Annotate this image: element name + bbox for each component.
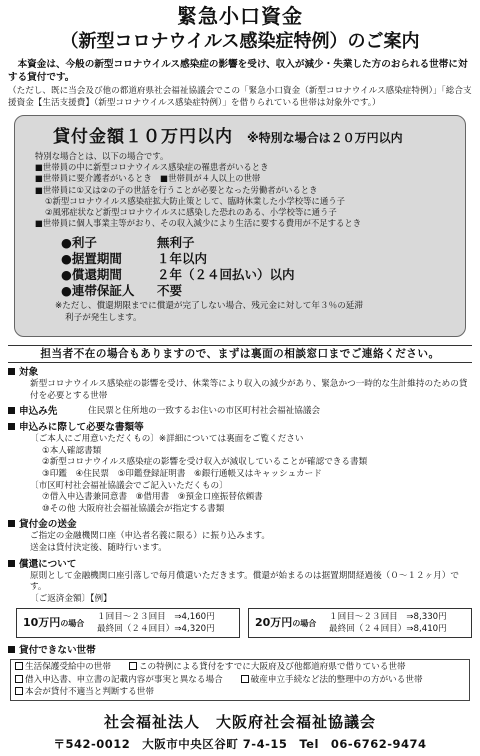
late-interest-note-line: ※ただし、償還期限までに償還が完了しない場合、残元金に対して年３％の延滞 <box>55 301 363 312</box>
section-title-text: 申込みに際して必要な書類等 <box>19 422 144 434</box>
special-heading: 特別な場合とは、以下の場合です。 <box>35 151 169 161</box>
target-text: 新型コロナウイルス感染症の影響を受け、休業等により収入の減少があり、緊急かつ一時的な生計維持のための貸付を必要とする世帯 <box>30 379 468 401</box>
cannot-item <box>15 674 223 687</box>
cannot-item-text: 借入申込書、申立書の記載内容が事実と異なる場合 <box>25 674 223 685</box>
section-title <box>8 644 472 657</box>
cannot-row <box>15 674 465 687</box>
square-bullet-icon <box>8 560 15 567</box>
special-item: ①新型コロナウイルス感染症拡大防止策として、臨時休業した小学校等に通う子 <box>45 195 345 206</box>
term-row <box>61 235 455 251</box>
section-title <box>8 405 472 418</box>
special-item: ■世帯員に要介護者がいるとき ■世帯員が４人以上の世帯 <box>35 173 261 184</box>
section-apply <box>8 405 472 418</box>
checkbox-icon <box>129 662 137 670</box>
section-remit <box>8 518 472 554</box>
cannot-item-text: この特例による貸付をすでに大阪府及び他都道府県で借りている世帯 <box>138 662 406 673</box>
intro-text: 本資金は、今般の新型コロナウイルス感染症の影響を受け、収入が減少・失業した方のおられる世帯に対する貸付です。 <box>8 59 468 83</box>
example-amount: 10万円 <box>23 616 61 630</box>
repay-examples-label: 〔ご返済金額〕【例】 <box>30 593 112 604</box>
square-bullet-icon <box>8 407 15 414</box>
cannot-item-text: 本会が貸付不適当と判断する世帯 <box>25 687 154 698</box>
term-value: 無利子 <box>157 235 195 251</box>
loan-terms <box>25 235 455 299</box>
term-label: ●据置期間 <box>61 251 122 267</box>
square-bullet-icon <box>8 368 15 375</box>
checkbox-icon <box>15 662 23 670</box>
section-title <box>8 518 472 531</box>
special-cases <box>25 151 455 229</box>
section-title-text: 貸付できない世帯 <box>19 645 96 657</box>
late-interest-note <box>25 301 455 324</box>
page-subtitle: （新型コロナウイルス感染症特例）のご案内 <box>60 31 420 52</box>
special-item: ■世帯員に個人事業主等がおり、その収入減少により生活に要する費用が不足するとき <box>35 218 362 229</box>
term-value: 不要 <box>157 283 183 299</box>
document-item: ②新型コロナウイルス感染症の影響を受け収入が減収していることが確認できる書類 <box>42 457 368 468</box>
term-label: ●償還期間 <box>61 267 122 283</box>
term-row <box>61 267 455 283</box>
cannot-row <box>15 661 465 674</box>
square-bullet-icon <box>8 520 15 527</box>
special-item: ②風邪症状など新型コロナウイルスに感染した恐れのある、小学校等に通う子 <box>45 207 337 218</box>
repay-example-amount <box>23 617 97 630</box>
cannot-item-text: 破産申立手続など法的整理中の方がいる世帯 <box>250 674 423 685</box>
section-title <box>8 558 472 571</box>
organization-name: 社会福祉法人 大阪府社会福祉協議会 <box>103 712 376 731</box>
cannot-item <box>15 661 111 674</box>
checkbox-icon <box>15 687 23 695</box>
repay-example-amount <box>255 617 329 630</box>
intro-note: （ただし、既に当会及び他の都道府県社会福祉協議会でこの「緊急小口資金（新型コロナウイルス感染症特例）」「総合支援資金【生活支援費】（新型コロナウイルス感染症特例）」を借りられている世帯は対象外です。） <box>8 86 472 108</box>
section-title-text: 申込み先 <box>19 406 58 418</box>
checkbox-icon <box>241 675 249 683</box>
repay-example-line: １回目〜２３回目 ⇒8,330円 <box>329 612 447 623</box>
special-item: ■世帯員の中に新型コロナウイルス感染症の罹患者がいるとき <box>35 162 269 173</box>
section-title <box>8 421 472 434</box>
repay-example-line: １回目〜２３回目 ⇒4,160円 <box>97 612 215 623</box>
section-target <box>8 366 472 402</box>
cannot-item <box>129 661 406 674</box>
document-item: ①本人確認書類 <box>42 445 102 456</box>
document-item: ⑩その他 大阪府社会福祉協議会が指定する書類 <box>42 503 225 514</box>
section-documents <box>8 421 472 515</box>
term-label: ●利子 <box>61 235 97 251</box>
remit-line: ご指定の金融機関口座（申込者名義に限る）に振り込みます。 <box>30 531 270 542</box>
term-row <box>61 283 455 299</box>
cannot-item-text: 生活保護受給中の世帯 <box>25 662 111 673</box>
square-bullet-icon <box>8 646 15 653</box>
repay-example-box <box>248 608 472 638</box>
example-suffix: の場合 <box>60 619 85 629</box>
term-label: ●連帯保証人 <box>61 283 135 299</box>
document-item: ⑦借入申込書兼同意書 ⑧借用書 ⑨預金口座振替依頼書 <box>42 492 263 503</box>
loan-amount-special: ※特別な場合は２０万円以内 <box>247 131 403 145</box>
loan-summary-box <box>14 115 466 337</box>
office-heading: 〔市区町村社会福祉協議会でご記入いただくもの〕 <box>30 480 228 491</box>
repay-example-lines <box>329 611 447 635</box>
repay-text: 原則として金融機関口座引落しで毎月償還いただきます。償還が始まるのは据置期間経過後（０〜１２ヶ月）です。 <box>30 570 460 593</box>
repay-example-lines <box>97 611 215 635</box>
term-value: ２年（２４回払い）以内 <box>157 267 295 283</box>
remit-line: 送金は貸付決定後、随時行います。 <box>30 542 167 553</box>
section-cannot <box>8 644 472 701</box>
section-repay <box>8 558 472 639</box>
cannot-list <box>10 659 470 701</box>
term-value: １年以内 <box>157 251 208 267</box>
prepare-heading: 〔ご本人にご用意いただくもの〕※詳細については裏面をご覧ください <box>30 434 304 445</box>
loan-amount: 貸付金額１０万円以内 <box>53 127 233 147</box>
example-suffix: の場合 <box>292 619 317 629</box>
repay-example-line: 最終回（２４回目）⇒8,410円 <box>329 624 447 635</box>
intro <box>8 58 472 84</box>
section-title-text: 貸付金の送金 <box>19 519 77 531</box>
repay-example-box <box>16 608 240 638</box>
special-item: ■世帯員に①又は②の子の世話を行うことが必要となった労働者がいるとき <box>35 184 318 195</box>
loan-amount-line <box>25 122 455 147</box>
checkbox-icon <box>15 675 23 683</box>
square-bullet-icon <box>8 423 15 430</box>
page-title: 緊急小口資金 <box>177 4 303 28</box>
section-title-text: 償還について <box>19 558 77 570</box>
example-amount: 20万円 <box>255 616 293 630</box>
term-row <box>61 251 455 267</box>
apply-text: 住民票と住所地の一致するお住いの市区町村社会福祉協議会 <box>88 406 321 417</box>
contact-notice: 担当者不在の場合もありますので、まずは裏面の相談窓口までご連絡ください。 <box>8 345 472 363</box>
section-title-text: 対象 <box>19 367 39 378</box>
cannot-item <box>241 674 423 687</box>
repay-examples <box>16 608 472 638</box>
document-item: ③印鑑 ④住民票 ⑤印鑑登録証明書 ⑥銀行通帳又はキャッシュカード <box>42 468 322 479</box>
late-interest-note-line: 利子が発生します。 <box>65 312 142 323</box>
cannot-item <box>15 686 154 699</box>
repay-example-line: 最終回（２４回目）⇒4,320円 <box>97 624 215 635</box>
cannot-row <box>15 686 465 699</box>
organization-address: 〒542-0012 大阪市中央区谷町 7-4-15 Tel 06-6762-9474 <box>53 736 427 751</box>
section-title <box>8 366 472 379</box>
